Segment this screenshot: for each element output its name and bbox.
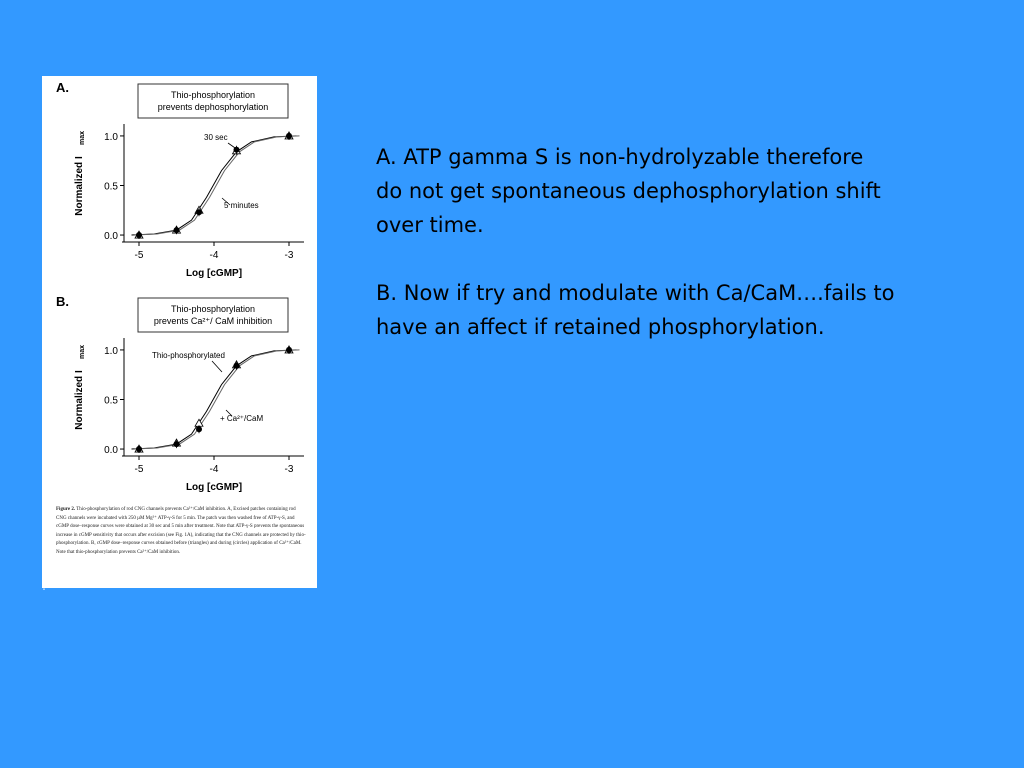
dotted-edge bbox=[43, 440, 45, 590]
panel-b-y-tick-label: 0.0 bbox=[104, 445, 118, 457]
panel-a-point-circle bbox=[196, 209, 202, 215]
panel-b-point-circle bbox=[174, 441, 180, 447]
panel-b-y-axis-label-sub: max bbox=[79, 344, 86, 360]
panel-b-fit-curve bbox=[132, 350, 297, 449]
caption-label: Figure 2. bbox=[56, 507, 76, 512]
panel-b-x-tick-label: -5 bbox=[134, 464, 144, 475]
panel-b-annotation: Thio-phosphorylated bbox=[152, 351, 225, 360]
panel-b-title-line: prevents Ca²⁺/ CaM inhibition bbox=[153, 316, 273, 326]
panel-b-x-tick-label: -3 bbox=[284, 464, 294, 475]
panel-a-label: A. bbox=[56, 80, 69, 95]
panel-a-x-axis-label: Log [cGMP] bbox=[185, 268, 243, 279]
panel-a-fit-curve-2 bbox=[135, 136, 300, 235]
figure-caption bbox=[56, 506, 306, 558]
panel-a-title-line: Thio-phosphorylation bbox=[170, 90, 256, 100]
panel-b-y-axis-label: Normalized I bbox=[74, 370, 85, 430]
panel-b-y-tick-label: 1.0 bbox=[104, 345, 118, 357]
panel-b-annotation-arrow bbox=[212, 361, 222, 372]
panel-a-point-circle bbox=[136, 232, 142, 238]
panel-b-y-tick-label: 0.5 bbox=[104, 395, 118, 407]
caption-text: Thio-phosphorylation of rod CNG channels prevents Ca²⁺/CaM inhibition. A, Excised patches containing rod CNG channels were incubated with 250 µM Mg²⁺ ATP-γ-S for 5 min. The patch was then washed free of ATP-γ-S, and cGMP dose–response curves were obtained at 30 sec and 5 min after treatment. Note that ATP-γ-S prevents the spontaneous increase in cGMP sensitivity that occurs after excision (see Fig. 1A), indicating that the CNG channels are protected by thio-phosphorylation. B, cGMP dose–response curves obtained before (triangles) and during (circles) application of Ca²⁺/CaM. Note that thio-phosphorylation prevents Ca²⁺/CaM inhibition. bbox=[56, 507, 306, 555]
panel-a-y-axis-label-sub: max bbox=[79, 130, 86, 146]
panel-a-annotation: 30 sec bbox=[204, 133, 228, 142]
panel-a-x-tick-label: -4 bbox=[209, 250, 219, 261]
panel-b-x-axis-label: Log [cGMP] bbox=[185, 482, 243, 493]
figure-image bbox=[42, 76, 317, 588]
panel-b-fit-curve-2 bbox=[135, 350, 300, 449]
panel-b-point-circle bbox=[136, 446, 142, 452]
panel-a-point-circle bbox=[174, 227, 180, 233]
panel-a-y-axis-label: Normalized I bbox=[74, 156, 85, 216]
panel-b-point-circle bbox=[196, 426, 202, 432]
panel-b-point-circle bbox=[234, 363, 240, 369]
panel-b-label: B. bbox=[56, 294, 69, 309]
slide-notes bbox=[376, 140, 896, 378]
panel-b-x-tick-label: -4 bbox=[209, 464, 219, 475]
note-b: B. Now if try and modulate with Ca/CaM….fails to have an affect if retained phosphorylation. bbox=[376, 281, 895, 339]
panel-a-fit-curve bbox=[132, 136, 297, 235]
panel-b-title-line: Thio-phosphorylation bbox=[170, 304, 256, 314]
panel-b-annotation: + Ca²⁺/CaM bbox=[220, 414, 264, 423]
panel-a-x-tick-label: -3 bbox=[284, 250, 294, 261]
note-a: A. ATP gamma S is non-hydrolyzable therefore do not get spontaneous dephosphorylation shift over time. bbox=[376, 145, 881, 237]
panel-a-y-tick-label: 0.0 bbox=[104, 231, 118, 243]
panel-a-point-circle bbox=[286, 133, 292, 139]
panel-a-title-line: prevents dephosphorylation bbox=[157, 102, 269, 112]
panel-a-annotation: 5 minutes bbox=[224, 201, 259, 210]
panel-a-x-tick-label: -5 bbox=[134, 250, 144, 261]
figure-charts bbox=[42, 76, 317, 506]
panel-a-y-tick-label: 0.5 bbox=[104, 181, 118, 193]
panel-b-point-circle bbox=[286, 347, 292, 353]
panel-a-y-tick-label: 1.0 bbox=[104, 131, 118, 143]
